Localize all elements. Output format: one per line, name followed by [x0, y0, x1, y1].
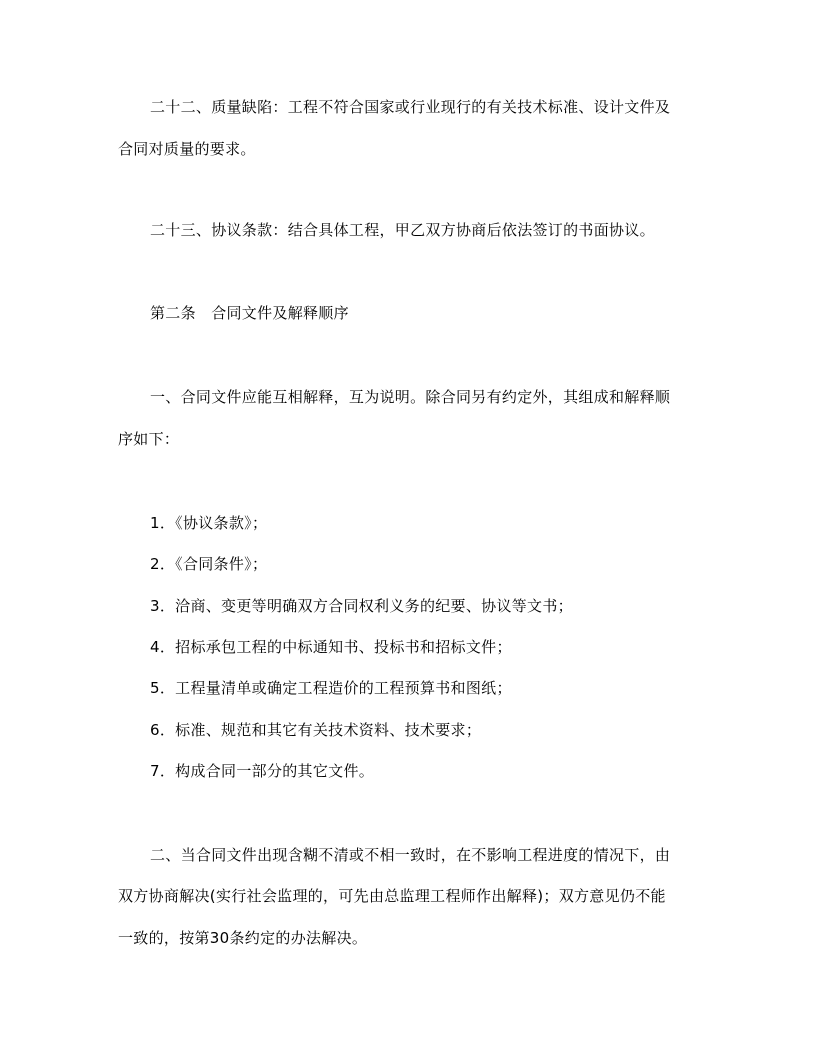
article-2-title: 第二条 合同文件及解释顺序 [150, 304, 349, 322]
list-item: 6．标准、规范和其它有关技术资料、技术要求； [150, 721, 482, 739]
list-item: 1．《协议条款》； [150, 514, 268, 532]
section-1-line-2: 序如下： [118, 430, 180, 448]
section-2-line-3: 一致的，按第30条约定的办法解决。 [118, 929, 368, 947]
section-1-line-1: 一、合同文件应能互相解释，互为说明。除合同另有约定外，其组成和解释顺 [150, 388, 671, 406]
section-2-line-1: 二、当合同文件出现含糊不清或不相一致时，在不影响工程进度的情况下，由 [150, 846, 671, 864]
list-item: 7．构成合同一部分的其它文件。 [150, 762, 375, 780]
clause-22-line-2: 合同对质量的要求。 [118, 140, 256, 158]
clause-23-line-1: 二十三、协议条款：结合具体工程，甲乙双方协商后依法签订的书面协议。 [150, 221, 655, 239]
list-item: 5．工程量清单或确定工程造价的工程预算书和图纸； [150, 679, 512, 697]
list-item: 3．洽商、变更等明确双方合同权利义务的纪要、协议等文书； [150, 597, 573, 615]
section-2-line-2: 双方协商解决(实行社会监理的，可先由总监理工程师作出解释)；双方意见仍不能 [118, 887, 666, 905]
list-item: 2．《合同条件》； [150, 555, 268, 573]
list-item: 4．招标承包工程的中标通知书、投标书和招标文件； [150, 638, 512, 656]
clause-22-line-1: 二十二、质量缺陷：工程不符合国家或行业现行的有关技术标准、设计文件及 [150, 98, 671, 116]
